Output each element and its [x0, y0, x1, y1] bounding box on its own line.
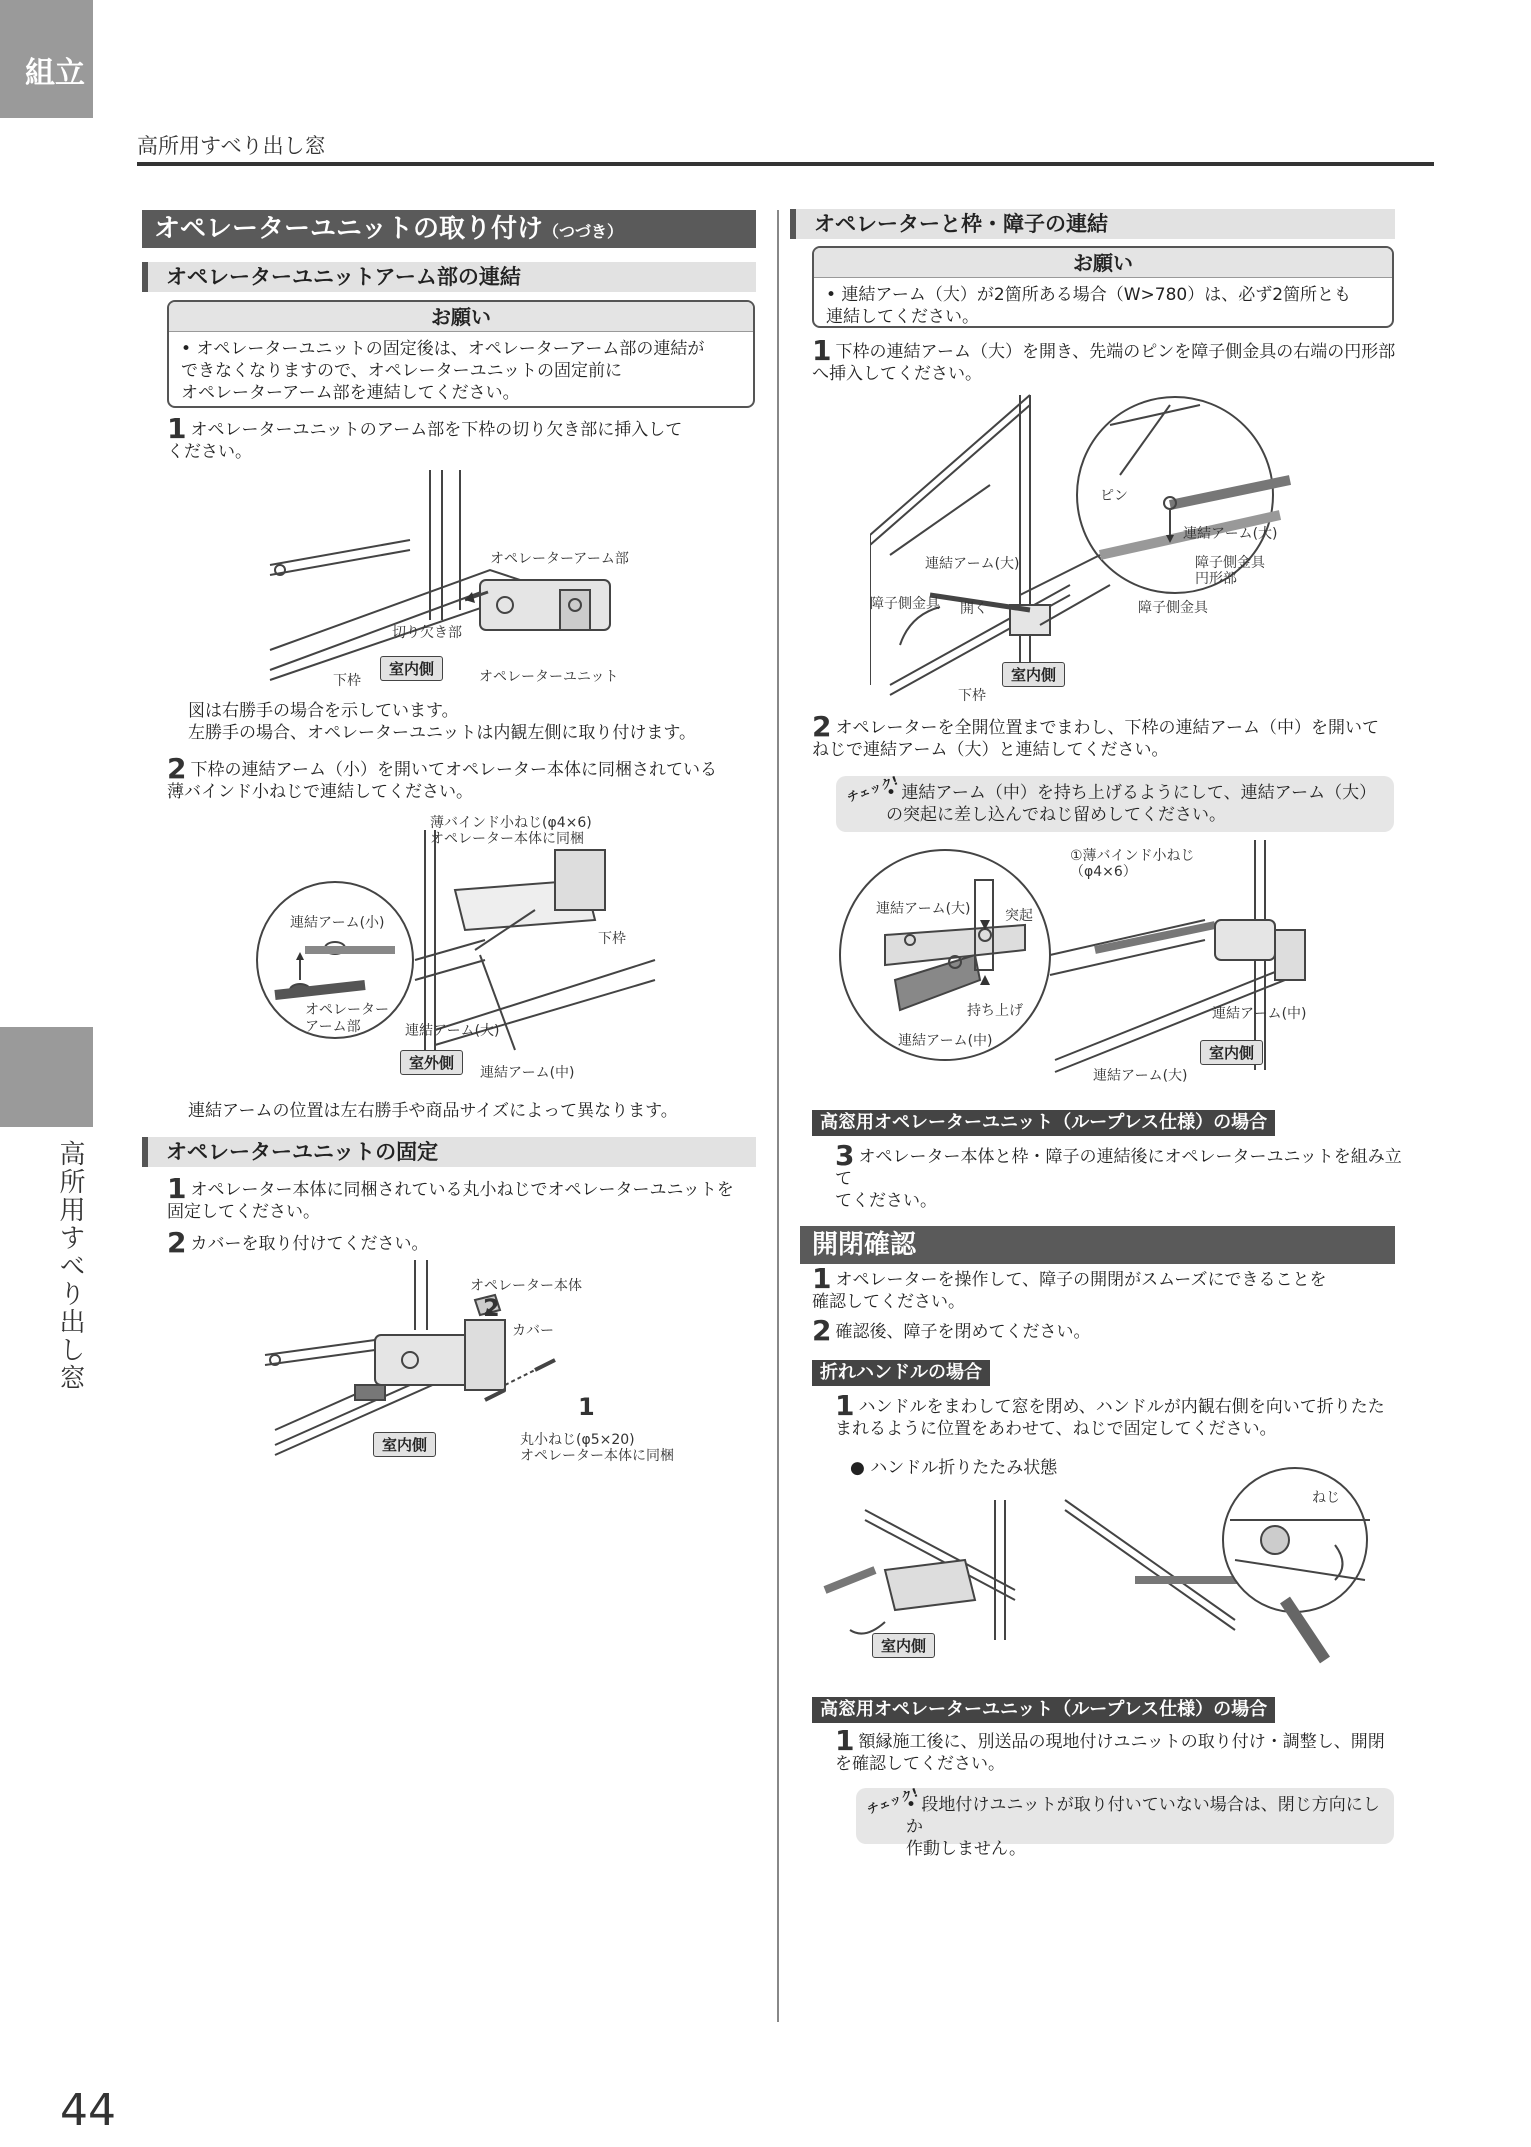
fig3-number-2: 2 — [483, 1294, 500, 1322]
page-number: 44 — [60, 2085, 116, 2136]
fig1-label-notch: 切り欠き部 — [392, 625, 462, 641]
step-number: 2 — [167, 1226, 187, 1259]
step-text: カバーを取り付けてください。 — [190, 1234, 429, 1254]
notice-box-2 — [812, 246, 1394, 328]
notice-box-1 — [167, 300, 755, 408]
fig2-label-frame: 下枠 — [598, 931, 626, 947]
step-number: 1 — [167, 1172, 187, 1205]
subsection-arm-connection: オペレーターユニットアーム部の連結 — [142, 262, 756, 292]
step-1-arm-insert — [167, 412, 767, 463]
step-text: 額縁施工後に、別送品の現地付けユニットの取り付け・調整し、開閉 を確認してください。 — [835, 1732, 1385, 1774]
check-text: • 段地付けユニットが取り付いていない場合は、閉じ方向にしか 作動しません。 — [906, 1795, 1380, 1859]
fig3-label-cover: カバー — [512, 1323, 554, 1339]
step-text: オペレーターを操作して、障子の開閉がスムーズにできることを 確認してください。 — [812, 1270, 1327, 1312]
section-tab — [0, 0, 93, 118]
fig5-label-arm-large-2: 連結アーム(大) — [1093, 1068, 1188, 1084]
column-divider — [777, 210, 779, 2022]
fig6-label-screw: ねじ — [1312, 1490, 1340, 1506]
step-2-close-sash — [812, 1314, 1412, 1347]
step-1-fix-unit — [167, 1172, 767, 1223]
note-right-hand: 図は右勝手の場合を示しています。 左勝手の場合、オペレーターユニットは内観左側に取り付けます。 — [188, 701, 696, 743]
loopless-title-1: 高窓用オペレーターユニット（ループレス仕様）の場合 — [812, 1110, 1275, 1136]
fig5-label-lift: 持ち上げ — [967, 1003, 1023, 1019]
fig5-badge-indoor: 室内側 — [1200, 1040, 1263, 1065]
header-rule — [137, 162, 1434, 166]
fig4-label-arm-large-2: 連結アーム(大) — [925, 556, 1020, 572]
section-title-sub: （つづき） — [542, 222, 623, 241]
fig2-label-op-arm: オペレーター アーム部 — [305, 1002, 389, 1035]
step-number: 2 — [812, 1314, 832, 1347]
notice-title: お願い — [814, 248, 1392, 278]
step-number: 1 — [812, 334, 832, 367]
check-note-1 — [836, 773, 1394, 832]
notice-body: • 連結アーム（大）が2箇所ある場合（W>780）は、必ず2箇所とも 連結してください。 — [826, 285, 1352, 327]
figure-arm-insert — [260, 470, 650, 690]
page-header-title: 高所用すべり出し窓 — [137, 134, 326, 158]
fig4-label-pin: ピン — [1100, 488, 1128, 504]
step-text: 下枠の連結アーム（小）を開いてオペレーター本体に同梱されている 薄バインド小ねじで連結してください。 — [167, 760, 717, 802]
check-icon: チェック! — [845, 773, 900, 805]
figure-small-arm-connect — [255, 830, 665, 1080]
fig6-badge-indoor: 室内側 — [872, 1633, 935, 1658]
step-2-connect-small-arm — [167, 752, 767, 803]
check-note-2 — [856, 1785, 1394, 1859]
subsection-unit-fixing: オペレーターユニットの固定 — [142, 1137, 756, 1167]
fig1-badge-indoor: 室内側 — [380, 656, 443, 681]
fig4-label-frame: 下枠 — [958, 688, 986, 704]
section-tab-label: 組立 — [25, 56, 85, 91]
fig4-label-arm-large-1: 連結アーム(大) — [1183, 526, 1278, 542]
check-text: • 連結アーム（中）を持ち上げるようにして、連結アーム（大） の突起に差し込んでねじ留めしてください。 — [886, 783, 1377, 825]
fig4-badge-indoor: 室内側 — [1002, 662, 1065, 687]
side-vertical-label: 高所用すべり出し窓 — [55, 1140, 85, 1392]
step-text: オペレーターを全開位置までまわし、下枠の連結アーム（中）を開いて ねじで連結アーム（大）と連結してください。 — [812, 718, 1379, 760]
fig4-label-open: 開く — [960, 601, 988, 617]
fig2-label-arm-small: 連結アーム(小) — [290, 915, 385, 931]
step-text: ハンドルをまわして窓を閉め、ハンドルが内観右側を向いて折りたた まれるように位置をあわせて、ねじで固定してください。 — [835, 1397, 1385, 1439]
fig3-label-screw: 丸小ねじ(φ5×20) オペレーター本体に同梱 — [520, 1432, 674, 1464]
fig5-label-arm-mid: 連結アーム(中) — [898, 1033, 993, 1049]
step-1-insert-pin — [812, 334, 1412, 385]
step-2-connect-mid-arm — [812, 710, 1412, 761]
fig4-label-sash-round: 障子側金具 円形部 — [1195, 555, 1265, 587]
fig4-label-sash-1: 障子側金具 — [870, 596, 940, 612]
notice-title: お願い — [169, 302, 753, 332]
step-text: 下枠の連結アーム（大）を開き、先端のピンを障子側金具の右端の円形部 へ挿入してください。 — [812, 342, 1396, 384]
fig5-label-arm-large: 連結アーム(大) — [876, 901, 971, 917]
step-1-operate — [812, 1262, 1412, 1313]
handle-folded-state: ● ハンドル折りたたみ状態 — [850, 1458, 1058, 1478]
loopless-step-1 — [835, 1724, 1415, 1775]
step-number: 2 — [167, 752, 187, 785]
step-3-assemble-unit — [835, 1139, 1415, 1212]
check-icon: チェック! — [865, 1785, 920, 1817]
fig4-label-sash-2: 障子側金具 — [1138, 600, 1208, 616]
section-title-text: オペレーターユニットの取り付け — [154, 214, 543, 244]
step-2-attach-cover — [167, 1226, 767, 1259]
step-text: オペレーターユニットのアーム部を下枠の切り欠き部に挿入して ください。 — [167, 420, 683, 462]
step-number: 3 — [835, 1139, 855, 1172]
folding-handle-title: 折れハンドルの場合 — [812, 1360, 990, 1386]
step-number: 1 — [835, 1389, 855, 1422]
section-title-open-close-check: 開閉確認 — [800, 1226, 1395, 1264]
step-text: オペレーター本体と枠・障子の連結後にオペレーターユニットを組み立て てください。 — [835, 1147, 1402, 1211]
fig2-label-arm-large: 連結アーム(大) — [405, 1023, 500, 1039]
figure-pin-insert — [870, 385, 1310, 705]
step-number: 1 — [835, 1724, 855, 1757]
fig5-label-bump: 突起 — [1005, 908, 1033, 924]
notice-body: • オペレーターユニットの固定後は、オペレーターアーム部の連結が できなくなりますので、オペレーターユニットの固定前に オペレーターアーム部を連結してください。 — [181, 339, 705, 403]
handle-step-1 — [835, 1389, 1415, 1440]
fig2-label-arm-mid: 連結アーム(中) — [480, 1065, 575, 1081]
fig1-label-frame: 下枠 — [333, 673, 361, 689]
loopless-title-2: 高窓用オペレーターユニット（ループレス仕様）の場合 — [812, 1697, 1275, 1723]
fig3-label-body: オペレーター本体 — [470, 1278, 582, 1294]
step-text: 確認後、障子を閉めてください。 — [835, 1322, 1091, 1342]
section-title-operator-unit — [142, 210, 756, 248]
step-number: 1 — [812, 1262, 832, 1295]
step-number: 1 — [167, 412, 187, 445]
fig1-label-unit: オペレーターユニット — [479, 669, 619, 685]
note-arm-position: 連結アームの位置は左右勝手や商品サイズによって異なります。 — [188, 1101, 678, 1121]
figure-fix-unit — [255, 1260, 675, 1460]
fig1-label-arm: オペレーターアーム部 — [490, 551, 629, 567]
fig3-badge-indoor: 室内側 — [373, 1432, 436, 1457]
fig5-label-arm-mid-2: 連結アーム(中) — [1212, 1006, 1307, 1022]
side-tab-block — [0, 1027, 93, 1127]
fig3-number-1: 1 — [578, 1393, 595, 1421]
step-text: オペレーター本体に同梱されている丸小ねじでオペレーターユニットを 固定してください。 — [167, 1180, 734, 1222]
fig5-label-screw: ①薄バインド小ねじ （φ4×6） — [1070, 848, 1195, 880]
subsection-operator-frame-connect: オペレーターと枠・障子の連結 — [790, 209, 1395, 239]
fig2-badge-outdoor: 室外側 — [400, 1050, 463, 1075]
fig2-label-screw: 薄バインド小ねじ(φ4×6) オペレーター本体に同梱 — [430, 815, 592, 847]
step-number: 2 — [812, 710, 832, 743]
